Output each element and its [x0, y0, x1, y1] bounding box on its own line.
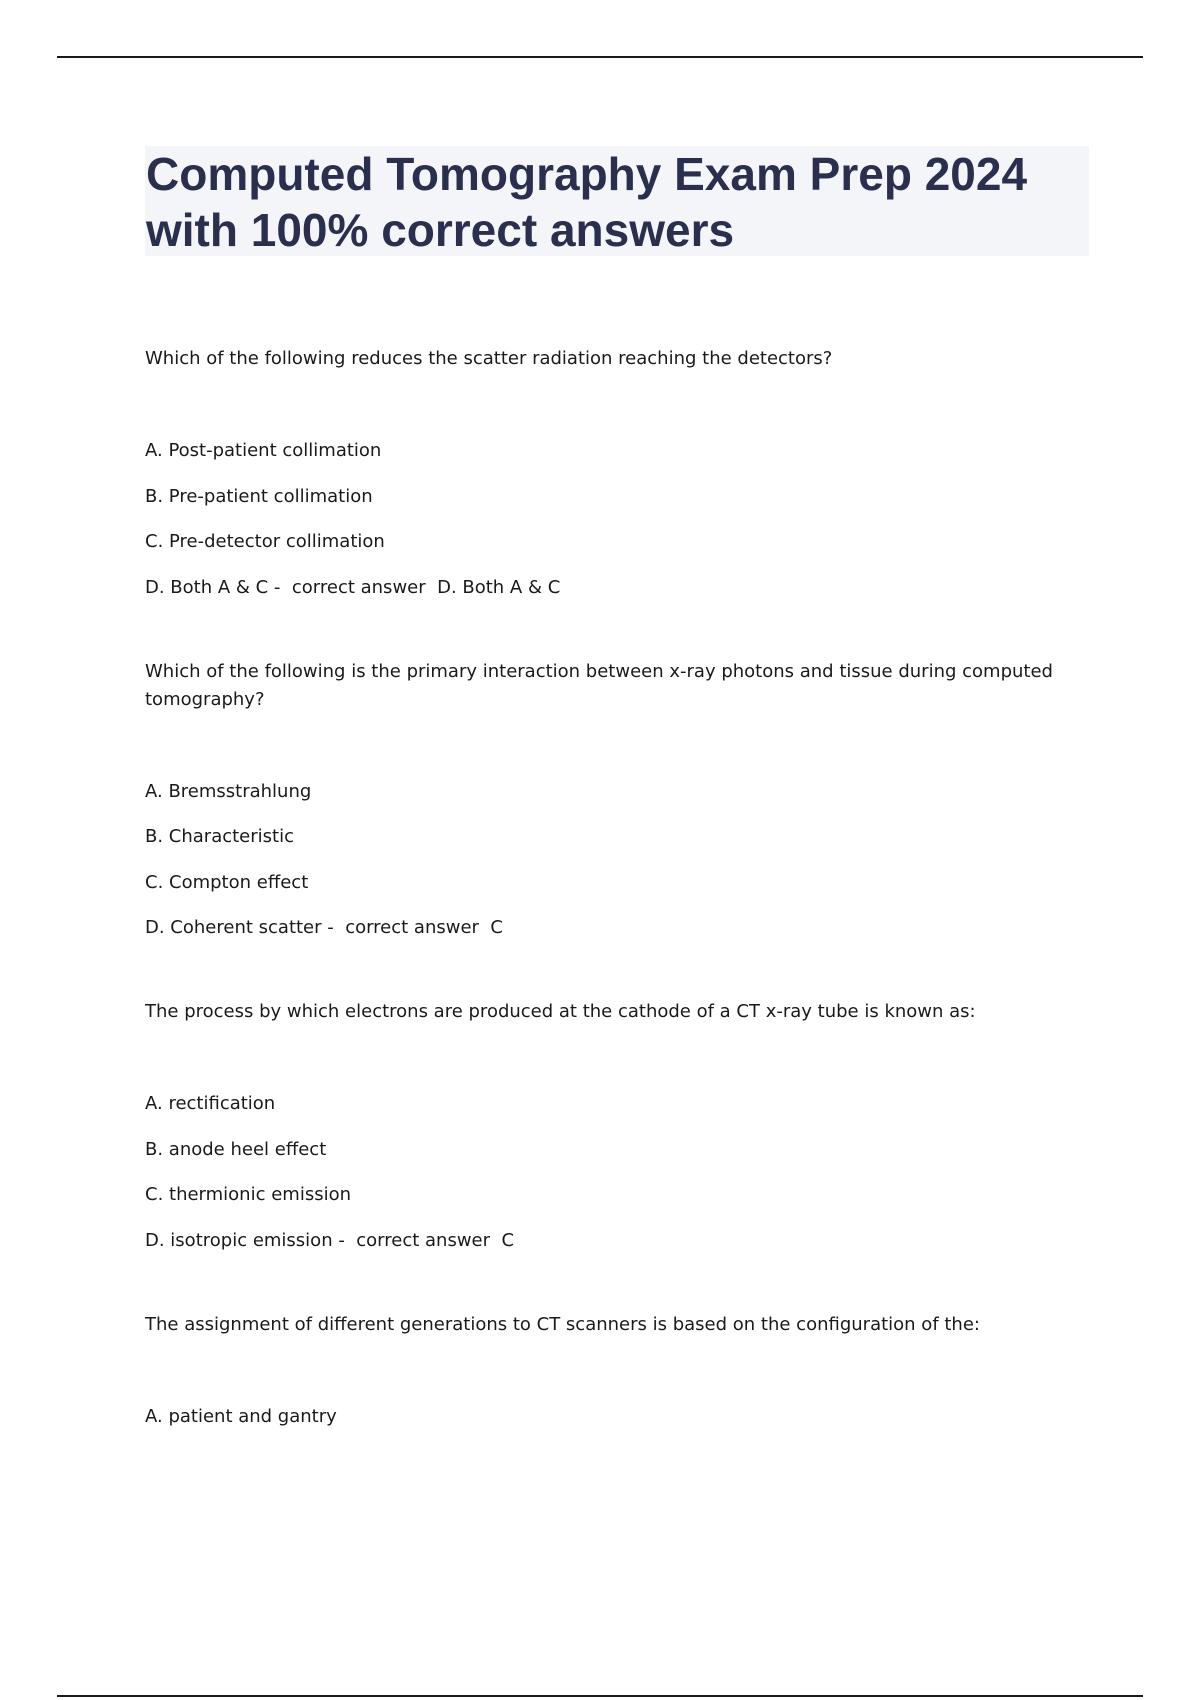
answer-option: A. rectification	[145, 1093, 276, 1114]
question-text: Which of the following reduces the scatter radiation reaching the detectors?	[145, 348, 833, 369]
title-line-2: with 100% correct answers	[146, 204, 735, 256]
question-text: The assignment of different generations to CT scanners is based on the configuration of the:	[145, 1313, 980, 1335]
answer-options	[145, 437, 1065, 602]
question-text: The process by which electrons are produced at the cathode of a CT x-ray tube is known as:	[145, 1001, 976, 1022]
answer-option: B. Characteristic	[145, 826, 294, 847]
question-list	[145, 345, 1065, 1487]
answer-options	[145, 778, 1065, 943]
answer-option: A. patient and gantry	[145, 1405, 337, 1427]
answer-option: A. Post-patient collimation	[145, 440, 382, 461]
header-rule	[57, 56, 1143, 58]
answer-option: A. Bremsstrahlung	[145, 780, 312, 802]
answer-option: D. Coherent scatter - correct answer C	[145, 917, 503, 938]
answer-option: D. isotropic emission - correct answer C	[145, 1229, 515, 1251]
question-text: Which of the following is the primary interaction between x-ray photons and tissue during computed tomography?	[145, 660, 1053, 710]
document-title	[146, 146, 1086, 258]
footer-rule	[57, 1695, 1143, 1697]
answer-option: C. Compton effect	[145, 871, 309, 893]
answer-options	[145, 1403, 1065, 1431]
title-line-1: Computed Tomography Exam Prep 2024	[146, 148, 1028, 200]
answer-option: B. Pre-patient collimation	[145, 485, 373, 507]
answer-option: B. anode heel effect	[145, 1138, 327, 1160]
answer-option: C. Pre-detector collimation	[145, 531, 385, 552]
answer-options	[145, 1090, 1065, 1255]
answer-option: D. Both A & C - correct answer D. Both A & C	[145, 576, 561, 598]
answer-option: C. thermionic emission	[145, 1184, 351, 1205]
